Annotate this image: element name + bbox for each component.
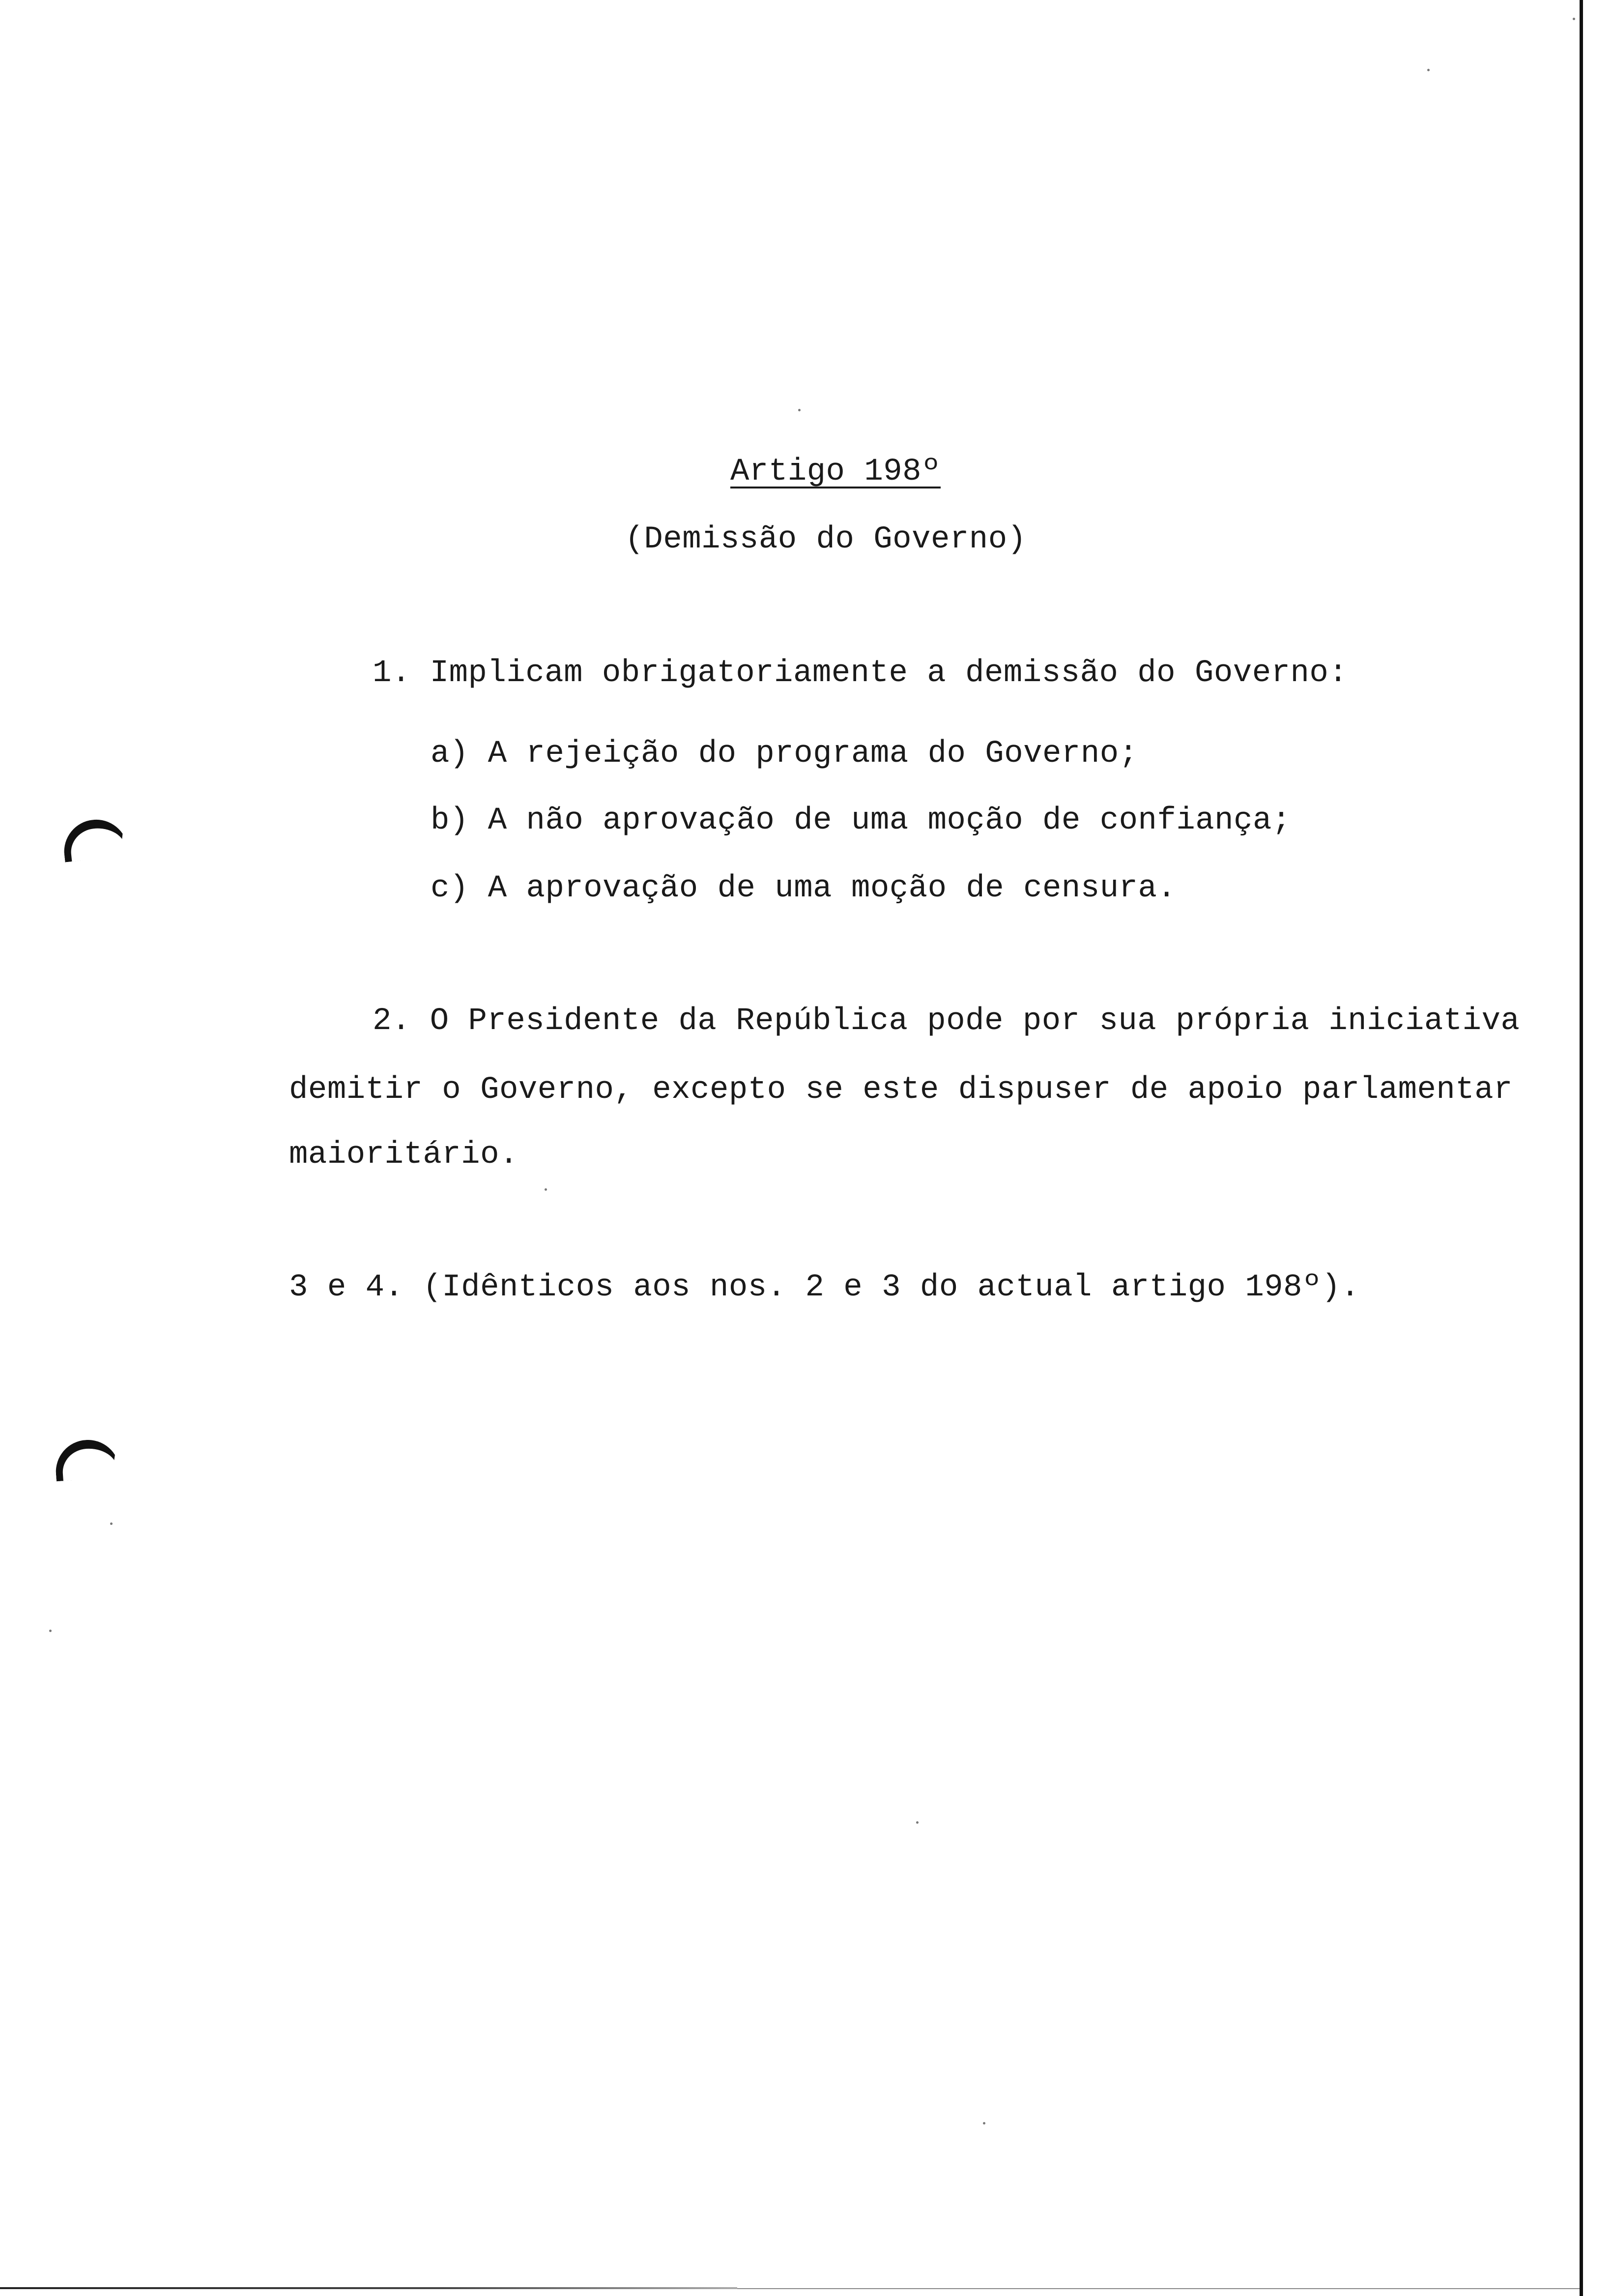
scan-speck <box>916 1821 919 1824</box>
right-edge-line <box>1580 0 1583 2296</box>
bottom-edge-line <box>0 2287 737 2289</box>
punch-hole-mark-icon <box>61 816 129 862</box>
scan-speck <box>1573 18 1575 20</box>
article-subtitle: (Demissão do Governo) <box>625 522 1027 557</box>
list-item-a: a) A rejeição do programa do Governo; <box>431 736 1138 772</box>
list-item-c: c) A aprovação de uma moção de censura. <box>431 871 1177 906</box>
paragraph-2-line-2: demitir o Governo, excepto se este dispuser de apoio parlamentar <box>289 1072 1513 1108</box>
paragraph-1-intro: 1. Implicam obrigatoriamente a demissão do Governo: <box>373 656 1348 691</box>
scan-speck <box>110 1522 113 1525</box>
paragraph-2-line-1: 2. O Presidente da República pode por sua própria iniciativa <box>373 1004 1520 1039</box>
scan-speck <box>983 2122 985 2124</box>
article-title <box>0 456 1612 488</box>
article-title-text: Artigo 198º <box>730 454 941 489</box>
scan-speck <box>1427 69 1430 71</box>
list-item-b: b) A não aprovação de uma moção de confiança; <box>431 803 1291 838</box>
paragraph-2-line-3: maioritário. <box>289 1137 518 1173</box>
scan-speck <box>49 1630 52 1632</box>
scan-speck <box>798 409 801 411</box>
scan-speck <box>545 1188 547 1191</box>
bottom-edge-line-faint <box>737 2288 1580 2289</box>
punch-hole-mark-icon <box>54 1438 120 1482</box>
paragraph-3: 3 e 4. (Idênticos aos nos. 2 e 3 do actual artigo 198º). <box>289 1270 1360 1305</box>
